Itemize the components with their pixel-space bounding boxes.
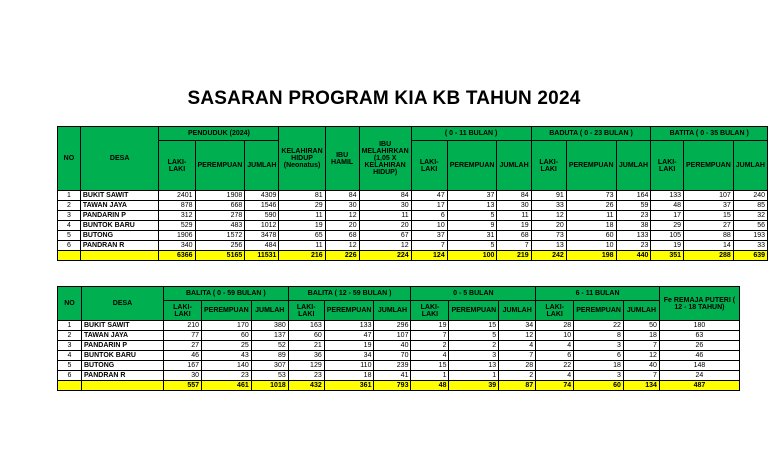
- table-row: [58, 331, 740, 341]
- desa-name: PANDRAN R: [80, 241, 159, 251]
- header-batita: BATITA ( 0 - 35 BULAN ): [651, 127, 768, 141]
- table-row: [58, 191, 768, 201]
- value-cell: 307: [251, 361, 288, 371]
- desa-name: BUNTOK BARU: [80, 221, 159, 231]
- value-cell: 7: [499, 351, 536, 361]
- value-cell: 68: [325, 231, 359, 241]
- header-laki: LAKI-LAKI: [651, 141, 684, 191]
- value-cell: 5: [447, 241, 497, 251]
- row-number: 4: [58, 221, 81, 231]
- value-cell: 134: [623, 381, 659, 391]
- value-cell: 219: [497, 251, 531, 261]
- value-cell: 529: [159, 221, 195, 231]
- value-cell: 36: [288, 351, 324, 361]
- value-cell: 7: [623, 341, 659, 351]
- desa-name: BUNTOK BARU: [82, 351, 164, 361]
- value-cell: 133: [324, 321, 374, 331]
- value-cell: 11531: [245, 251, 279, 261]
- header-laki: LAKI-LAKI: [288, 301, 324, 321]
- value-cell: 1572: [195, 231, 245, 241]
- table-row: [58, 211, 768, 221]
- value-cell: 590: [245, 211, 279, 221]
- value-cell: 2401: [159, 191, 195, 201]
- value-cell: 40: [623, 361, 659, 371]
- value-cell: 26: [659, 341, 739, 351]
- table-row: [58, 361, 740, 371]
- value-cell: 1: [411, 371, 449, 381]
- page-title: SASARAN PROGRAM KIA KB TAHUN 2024: [187, 88, 581, 109]
- header-perempuan: PEREMPUAN: [195, 141, 245, 191]
- value-cell: 24: [659, 371, 739, 381]
- header-laki: LAKI-LAKI: [164, 301, 202, 321]
- value-cell: 10: [411, 221, 447, 231]
- value-cell: 21: [288, 341, 324, 351]
- value-cell: 27: [684, 221, 734, 231]
- value-cell: 8: [574, 331, 624, 341]
- desa-name: [82, 381, 164, 391]
- value-cell: 11: [359, 211, 411, 221]
- value-cell: 18: [623, 331, 659, 341]
- desa-name: PANDARIN P: [82, 341, 164, 351]
- value-cell: 65: [279, 231, 325, 241]
- value-cell: 2: [499, 371, 536, 381]
- value-cell: 242: [531, 251, 566, 261]
- value-cell: 133: [616, 231, 651, 241]
- value-cell: 216: [279, 251, 325, 261]
- row-number: 2: [58, 201, 81, 211]
- value-cell: 30: [164, 371, 202, 381]
- row-number: 1: [58, 321, 82, 331]
- value-cell: 340: [159, 241, 195, 251]
- value-cell: 19: [279, 221, 325, 231]
- value-cell: 91: [531, 191, 566, 201]
- table-row: [58, 321, 740, 331]
- value-cell: 240: [733, 191, 767, 201]
- desa-name: BUTONG: [82, 361, 164, 371]
- value-cell: 73: [531, 231, 566, 241]
- value-cell: 483: [195, 221, 245, 231]
- table-row: [58, 371, 740, 381]
- header-jumlah: JUMLAH: [497, 141, 531, 191]
- header-remaja-puteri: Fe REMAJA PUTERI ( 12 - 18 TAHUN): [659, 287, 739, 321]
- value-cell: 19: [324, 341, 374, 351]
- value-cell: 1: [449, 371, 499, 381]
- value-cell: 198: [566, 251, 616, 261]
- header-jumlah: JUMLAH: [499, 301, 536, 321]
- value-cell: 30: [325, 201, 359, 211]
- value-cell: 37: [684, 201, 734, 211]
- header-perempuan: PEREMPUAN: [449, 301, 499, 321]
- desa-name: BUTONG: [80, 231, 159, 241]
- value-cell: 48: [411, 381, 449, 391]
- target-table-balita: [57, 286, 740, 391]
- value-cell: 46: [164, 351, 202, 361]
- value-cell: 25: [202, 341, 252, 351]
- value-cell: 87: [499, 381, 536, 391]
- header-perempuan: PEREMPUAN: [684, 141, 734, 191]
- value-cell: 33: [733, 241, 767, 251]
- value-cell: 39: [449, 381, 499, 391]
- value-cell: 3478: [245, 231, 279, 241]
- desa-name: TAWAN JAYA: [82, 331, 164, 341]
- row-number: 2: [58, 331, 82, 341]
- total-row: [58, 381, 740, 391]
- header-laki: LAKI-LAKI: [411, 141, 447, 191]
- value-cell: 12: [623, 351, 659, 361]
- row-number: 5: [58, 361, 82, 371]
- value-cell: 878: [159, 201, 195, 211]
- value-cell: 288: [684, 251, 734, 261]
- value-cell: 11: [279, 211, 325, 221]
- value-cell: 19: [411, 321, 449, 331]
- value-cell: 11: [279, 241, 325, 251]
- value-cell: 47: [324, 331, 374, 341]
- value-cell: 1012: [245, 221, 279, 231]
- value-cell: 1018: [251, 381, 288, 391]
- desa-name: [80, 251, 159, 261]
- value-cell: 5: [447, 211, 497, 221]
- header-0-5-bulan: 0 - 5 BULAN: [411, 287, 536, 301]
- value-cell: 48: [651, 201, 684, 211]
- value-cell: 63: [659, 331, 739, 341]
- value-cell: 52: [251, 341, 288, 351]
- header-jumlah: JUMLAH: [623, 301, 659, 321]
- value-cell: 18: [574, 361, 624, 371]
- value-cell: 47: [411, 191, 447, 201]
- header-ibu-melahirkan: IBU MELAHIRKAN (1,05 X KELAHIRAN HIDUP): [359, 127, 411, 191]
- value-cell: 73: [566, 191, 616, 201]
- value-cell: 17: [411, 201, 447, 211]
- value-cell: 32: [733, 211, 767, 221]
- value-cell: 296: [374, 321, 411, 331]
- value-cell: 30: [497, 201, 531, 211]
- value-cell: 41: [374, 371, 411, 381]
- value-cell: 2: [411, 341, 449, 351]
- value-cell: 167: [164, 361, 202, 371]
- value-cell: 380: [251, 321, 288, 331]
- header-jumlah: JUMLAH: [733, 141, 767, 191]
- value-cell: 5: [449, 331, 499, 341]
- value-cell: 487: [659, 381, 739, 391]
- value-cell: 28: [536, 321, 574, 331]
- value-cell: 33: [531, 201, 566, 211]
- value-cell: 6366: [159, 251, 195, 261]
- value-cell: 23: [202, 371, 252, 381]
- value-cell: 23: [616, 241, 651, 251]
- value-cell: 23: [616, 211, 651, 221]
- value-cell: 3: [574, 371, 624, 381]
- row-number: 3: [58, 211, 81, 221]
- value-cell: 4: [536, 371, 574, 381]
- value-cell: 15: [684, 211, 734, 221]
- value-cell: 133: [651, 191, 684, 201]
- row-number: 6: [58, 241, 81, 251]
- value-cell: 557: [164, 381, 202, 391]
- header-jumlah: JUMLAH: [245, 141, 279, 191]
- value-cell: 85: [733, 201, 767, 211]
- header-ibu-hamil: IBU HAMIL: [325, 127, 359, 191]
- value-cell: 110: [324, 361, 374, 371]
- row-number: 3: [58, 341, 82, 351]
- value-cell: 60: [288, 331, 324, 341]
- value-cell: 12: [359, 241, 411, 251]
- value-cell: 256: [195, 241, 245, 251]
- value-cell: 793: [374, 381, 411, 391]
- value-cell: 7: [411, 241, 447, 251]
- value-cell: 7: [497, 241, 531, 251]
- header-laki: LAKI-LAKI: [536, 301, 574, 321]
- value-cell: 164: [616, 191, 651, 201]
- value-cell: 239: [374, 361, 411, 371]
- value-cell: 278: [195, 211, 245, 221]
- value-cell: 59: [616, 201, 651, 211]
- target-table-kia: [57, 126, 768, 261]
- value-cell: 226: [325, 251, 359, 261]
- value-cell: 17: [651, 211, 684, 221]
- value-cell: 11: [566, 211, 616, 221]
- value-cell: 312: [159, 211, 195, 221]
- value-cell: 28: [499, 361, 536, 371]
- value-cell: 30: [359, 201, 411, 211]
- table-row: [58, 231, 768, 241]
- value-cell: 60: [566, 231, 616, 241]
- value-cell: 60: [574, 381, 624, 391]
- value-cell: 5165: [195, 251, 245, 261]
- value-cell: 19: [651, 241, 684, 251]
- value-cell: 11: [497, 211, 531, 221]
- value-cell: 639: [733, 251, 767, 261]
- value-cell: 60: [202, 331, 252, 341]
- value-cell: 484: [245, 241, 279, 251]
- value-cell: 170: [202, 321, 252, 331]
- header-balita-12-59: BALITA ( 12 - 59 BULAN ): [288, 287, 411, 301]
- value-cell: 40: [374, 341, 411, 351]
- value-cell: 6: [411, 211, 447, 221]
- value-cell: 124: [411, 251, 447, 261]
- table-row: [58, 201, 768, 211]
- value-cell: 84: [325, 191, 359, 201]
- header-perempuan: PEREMPUAN: [566, 141, 616, 191]
- value-cell: 7: [623, 371, 659, 381]
- total-row: [58, 251, 768, 261]
- row-number: 6: [58, 371, 82, 381]
- value-cell: 210: [164, 321, 202, 331]
- header-no: NO: [58, 127, 81, 191]
- header-laki: LAKI-LAKI: [531, 141, 566, 191]
- value-cell: 10: [566, 241, 616, 251]
- value-cell: 20: [531, 221, 566, 231]
- header-laki: LAKI-LAKI: [159, 141, 195, 191]
- value-cell: 15: [449, 321, 499, 331]
- value-cell: 38: [616, 221, 651, 231]
- value-cell: 37: [411, 231, 447, 241]
- value-cell: 14: [684, 241, 734, 251]
- header-baduta: BADUTA ( 0 - 23 BULAN ): [531, 127, 651, 141]
- value-cell: 4309: [245, 191, 279, 201]
- value-cell: 1546: [245, 201, 279, 211]
- desa-name: PANDRAN R: [82, 371, 164, 381]
- header-6-11-bulan: 6 - 11 BULAN: [536, 287, 660, 301]
- value-cell: 29: [651, 221, 684, 231]
- value-cell: 37: [447, 191, 497, 201]
- value-cell: 84: [497, 191, 531, 201]
- value-cell: 12: [325, 241, 359, 251]
- row-number: [58, 251, 81, 261]
- header-perempuan: PEREMPUAN: [202, 301, 252, 321]
- value-cell: 46: [659, 351, 739, 361]
- header-no: NO: [58, 287, 82, 321]
- value-cell: 26: [566, 201, 616, 211]
- value-cell: 1906: [159, 231, 195, 241]
- header-kelahiran-hidup: KELAHIRAN HIDUP (Neonatus): [279, 127, 325, 191]
- value-cell: 140: [202, 361, 252, 371]
- value-cell: 12: [531, 211, 566, 221]
- value-cell: 4: [536, 341, 574, 351]
- value-cell: 88: [684, 231, 734, 241]
- header-jumlah: JUMLAH: [374, 301, 411, 321]
- value-cell: 12: [325, 211, 359, 221]
- value-cell: 105: [651, 231, 684, 241]
- desa-name: BUKIT SAWIT: [82, 321, 164, 331]
- value-cell: 9: [447, 221, 497, 231]
- value-cell: 148: [659, 361, 739, 371]
- header-bayi: ( 0 - 11 BULAN ): [411, 127, 531, 141]
- value-cell: 107: [374, 331, 411, 341]
- value-cell: 27: [164, 341, 202, 351]
- value-cell: 31: [447, 231, 497, 241]
- value-cell: 81: [279, 191, 325, 201]
- value-cell: 13: [531, 241, 566, 251]
- value-cell: 22: [536, 361, 574, 371]
- value-cell: 89: [251, 351, 288, 361]
- value-cell: 137: [251, 331, 288, 341]
- value-cell: 77: [164, 331, 202, 341]
- value-cell: 180: [659, 321, 739, 331]
- value-cell: 20: [359, 221, 411, 231]
- value-cell: 163: [288, 321, 324, 331]
- value-cell: 432: [288, 381, 324, 391]
- value-cell: 224: [359, 251, 411, 261]
- value-cell: 1908: [195, 191, 245, 201]
- header-balita: BALITA ( 0 - 59 BULAN ): [164, 287, 289, 301]
- value-cell: 23: [288, 371, 324, 381]
- table-row: [58, 341, 740, 351]
- desa-name: PANDARIN P: [80, 211, 159, 221]
- header-perempuan: PEREMPUAN: [447, 141, 497, 191]
- value-cell: 56: [733, 221, 767, 231]
- value-cell: 22: [574, 321, 624, 331]
- value-cell: 3: [449, 351, 499, 361]
- value-cell: 668: [195, 201, 245, 211]
- row-number: [58, 381, 82, 391]
- table-row: [58, 241, 768, 251]
- value-cell: 361: [324, 381, 374, 391]
- value-cell: 20: [325, 221, 359, 231]
- value-cell: 2: [449, 341, 499, 351]
- header-desa: DESA: [82, 287, 164, 321]
- row-number: 1: [58, 191, 81, 201]
- value-cell: 68: [497, 231, 531, 241]
- row-number: 4: [58, 351, 82, 361]
- value-cell: 461: [202, 381, 252, 391]
- value-cell: 440: [616, 251, 651, 261]
- value-cell: 70: [374, 351, 411, 361]
- row-number: 5: [58, 231, 81, 241]
- header-penduduk: PENDUDUK (2024): [159, 127, 279, 141]
- value-cell: 84: [359, 191, 411, 201]
- value-cell: 50: [623, 321, 659, 331]
- value-cell: 34: [324, 351, 374, 361]
- value-cell: 6: [536, 351, 574, 361]
- value-cell: 4: [499, 341, 536, 351]
- value-cell: 129: [288, 361, 324, 371]
- desa-name: TAWAN JAYA: [80, 201, 159, 211]
- value-cell: 74: [536, 381, 574, 391]
- value-cell: 18: [324, 371, 374, 381]
- value-cell: 4: [411, 351, 449, 361]
- header-laki: LAKI-LAKI: [411, 301, 449, 321]
- value-cell: 18: [566, 221, 616, 231]
- header-desa: DESA: [80, 127, 159, 191]
- value-cell: 34: [499, 321, 536, 331]
- value-cell: 193: [733, 231, 767, 241]
- value-cell: 67: [359, 231, 411, 241]
- value-cell: 3: [574, 341, 624, 351]
- value-cell: 29: [279, 201, 325, 211]
- value-cell: 107: [684, 191, 734, 201]
- header-jumlah: JUMLAH: [616, 141, 651, 191]
- value-cell: 6: [574, 351, 624, 361]
- value-cell: 43: [202, 351, 252, 361]
- value-cell: 13: [447, 201, 497, 211]
- table-row: [58, 351, 740, 361]
- header-jumlah: JUMLAH: [251, 301, 288, 321]
- header-perempuan: PEREMPUAN: [574, 301, 624, 321]
- value-cell: 19: [497, 221, 531, 231]
- value-cell: 10: [536, 331, 574, 341]
- value-cell: 13: [449, 361, 499, 371]
- desa-name: BUKIT SAWIT: [80, 191, 159, 201]
- value-cell: 351: [651, 251, 684, 261]
- value-cell: 100: [447, 251, 497, 261]
- table-row: [58, 221, 768, 231]
- value-cell: 7: [411, 331, 449, 341]
- value-cell: 53: [251, 371, 288, 381]
- header-perempuan: PEREMPUAN: [324, 301, 374, 321]
- value-cell: 12: [499, 331, 536, 341]
- value-cell: 15: [411, 361, 449, 371]
